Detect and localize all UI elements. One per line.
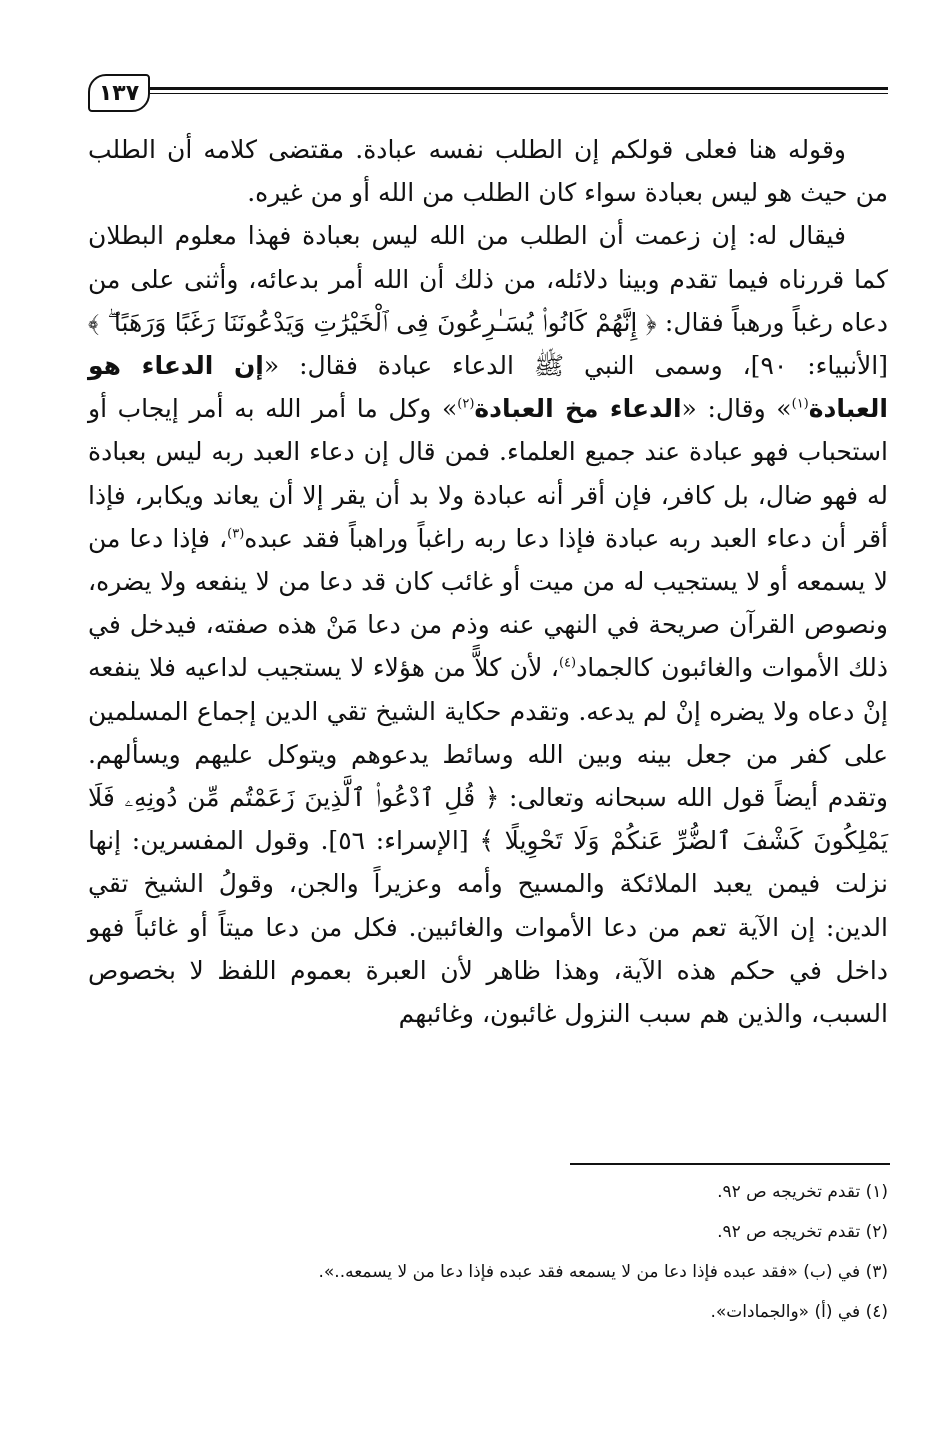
main-text <box>88 128 888 1035</box>
footnotes <box>120 1172 888 1332</box>
footnote-3: (٣) في (ب) «فقد عبده فإذا دعا من لا يسمعه فقد عبده فإذا دعا من لا يسمعه..». <box>318 1262 888 1282</box>
hadith-quote-2: الدعاء مخ العبادة <box>474 394 682 424</box>
footnote-2: (٢) تقدم تخريجه ص ٩٢. <box>717 1222 888 1242</box>
page-number: ١٣٧ <box>88 74 150 112</box>
quran-verse-anbiya: ﴿ إِنَّهُمْ كَانُوا۟ يُسَـٰرِعُونَ فِى ٱلْخَيْرَٰتِ وَيَدْعُونَنَا رَغَبًا وَرَهَبًا ۖ ﴾ <box>88 307 657 337</box>
paragraph-1: وقوله هنا فعلى قولكم إن الطلب نفسه عبادة. مقتضى كلامه أن الطلب من حيث هو ليس بعبادة سواء كان الطلب من الله أو من غيره. <box>88 135 888 208</box>
header-rule-thick <box>148 87 888 90</box>
footnote-ref-4[interactable]: (٤) <box>558 656 577 672</box>
footnote-1: (١) تقدم تخريجه ص ٩٢. <box>717 1182 888 1202</box>
footnote-ref-2[interactable]: (٢) <box>457 396 475 412</box>
paragraph-2: فيقال له: إن زعمت أن الطلب من الله ليس بعبادة فهذا معلوم البطلان كما قررناه فيما تقدم وبينا دلائله، من ذلك أن الله أمر بدعائه، وأثنى على من دعاه رغباً ورهباً فقال: ﴿ إِنَّهُمْ كَانُوا۟ يُسَـٰرِعُونَ فِى ٱلْخَيْرَٰتِ وَيَدْعُونَنَا رَغَبًا وَرَهَبًا ۖ ﴾ [الأنبياء: ٩٠]، وسمى النبي ﷺ الدعاء عبادة فقال: «إن الدعاء هو العبادة$^{(١)}$» وقال: «الدعاء مخ العبادة$^{(٢)}$» وكل ما أمر الله به أمر إيجاب أو استحباب فهو عبادة عند جميع العلماء. فمن قال إن دعاء العبد ربه ليس بعبادة له فهو ضال، بل كافر، فإن أقر أنه عبادة ولا بد أن يقر إلا أن يعاند ويكابر، فإذا أقر أن دعاء العبد ربه عبادة فإذا دعا ربه راغباً وراهباً فقد عبده$^{(٣)}$، فإذا دعا من لا يسمعه أو لا يستجيب له من ميت أو غائب كان قد دعا من لا ينفعه ولا يضره، ونصوص القرآن صريحة في النهي عنه وذم من دعا مَنْ هذه صفته، فيدخل في ذلك الأموات والغائبون كالجماد$^{(٤)}$، لأن كلاًّ من هؤلاء لا يستجيب لداعيه فلا ينفعه إنْ دعاه ولا يضره إنْ لم يدعه. وتقدم حكاية الشيخ تقي الدين إجماع المسلمين على كفر من جعل بينه وبين الله وسائط يدعوهم ويتوكل عليهم ويسألهم. وتقدم أيضاً قول الله سبحانه وتعالى: ﴿ قُلِ ٱدْعُوا۟ ٱلَّذِينَ زَعَمْتُم مِّن دُونِهِۦ فَلَا يَمْلِكُونَ كَشْفَ ٱلضُّرِّ عَنكُمْ وَلَا تَحْوِيلًا ﴾ [الإسراء: ٥٦]. وقول المفسرين: إنها نزلت فيمن يعبد الملائكة والمسيح وأمه وعزيراً والجن، وقولُ الشيخ تقي الدين: إن الآية تعم من دعا الأموات والغائبين. فكل من دعا ميتاً أو غائباً فهو داخل في حكم هذه الآية، وهذا ظاهر لأن العبرة بعموم اللفظ لا بخصوص السبب، والذين هم سبب النزول غائبون، وغائبهم <box>88 221 889 1029</box>
footnote-ref-3[interactable]: (٣) <box>227 526 245 542</box>
hadith-quote-1: إن الدعاء هو العبادة <box>88 351 888 424</box>
quran-verse-isra: ﴿ قُلِ ٱدْعُوا۟ ٱلَّذِينَ زَعَمْتُم مِّن دُونِهِۦ فَلَا يَمْلِكُونَ كَشْفَ ٱلضُّرِّ عَنكُمْ وَلَا تَحْوِيلًا ﴾ <box>88 783 888 856</box>
page-header <box>88 74 888 114</box>
footnote-ref-1[interactable]: (١) <box>791 396 809 412</box>
footnote-4: (٤) في (أ) «والجمادات». <box>710 1302 888 1322</box>
header-rule-thin <box>148 93 888 94</box>
footnote-separator <box>570 1163 890 1165</box>
